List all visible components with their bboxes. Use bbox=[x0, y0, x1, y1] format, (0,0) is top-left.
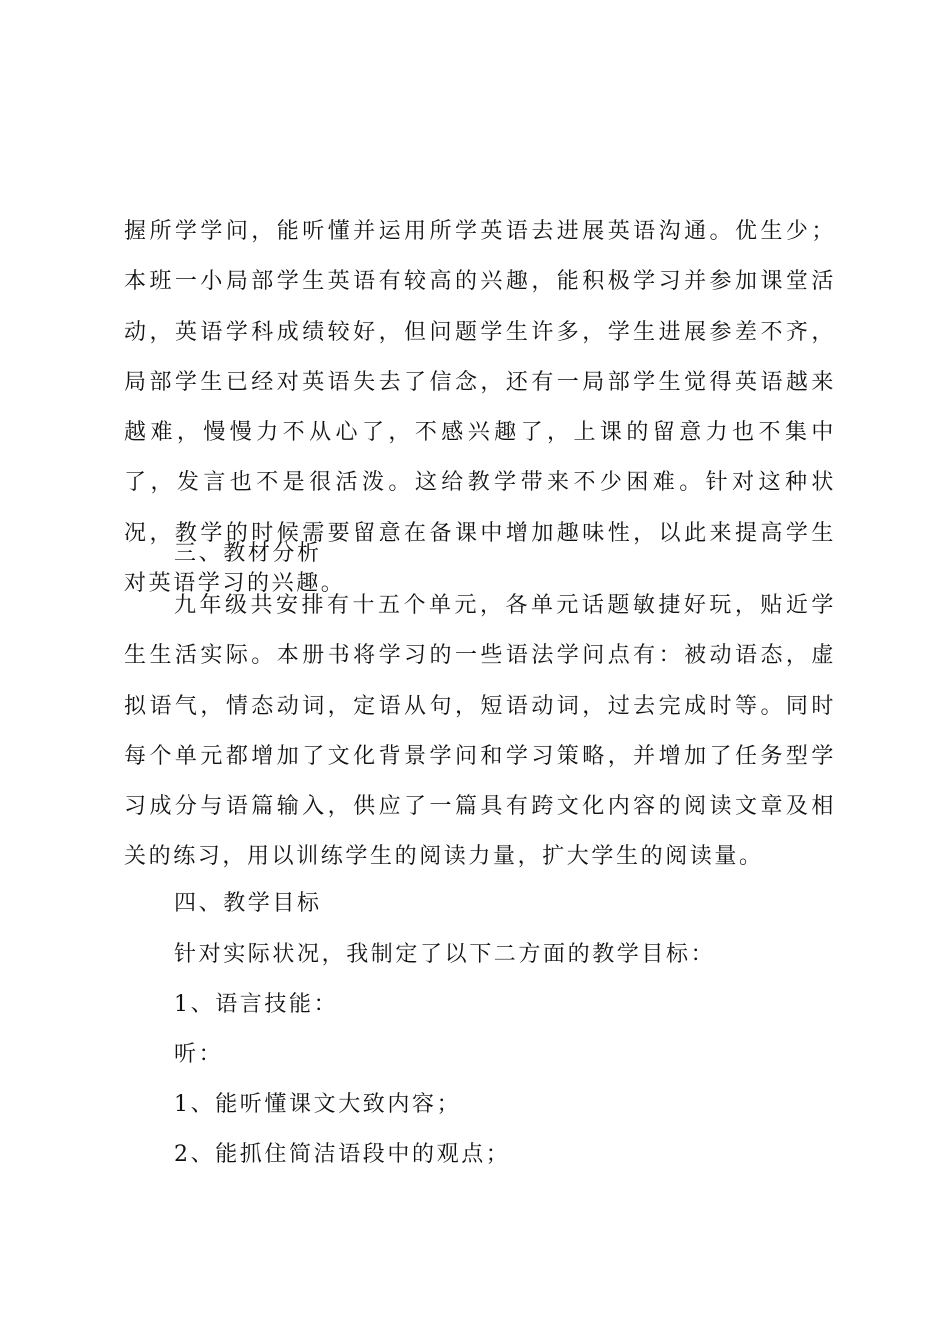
language-skills-heading: 1、语言技能： bbox=[174, 992, 339, 1017]
listening-item-2: 2、能抓住简洁语段中的观点； bbox=[174, 1142, 511, 1167]
listening-item-1: 1、能听懂课文大致内容； bbox=[174, 1092, 462, 1117]
paragraph-textbook-analysis: 九年级共安排有十五个单元，各单元话题敏捷好玩，贴近学生生活实际。本册书将学习的一些语法学问点有：被动语态，虚拟语气，情态动词，定语从句，短语动词，过去完成时等。同时每个单元都增加了文化背景学问和学习策略，并增加了任务型学习成分与语篇输入，供应了一篇具有跨文化内容的阅读文章及相关的练习，用以训练学生的阅读力量，扩大学生的阅读量。 bbox=[124, 593, 836, 870]
section-heading-teaching-goals: 四、教学目标 bbox=[174, 891, 322, 916]
paragraph-class-situation: 握所学学问，能听懂并运用所学英语去进展英语沟通。优生少；本班一小局部学生英语有较高的兴趣，能积极学习并参加课堂活动，英语学科成绩较好，但问题学生许多，学生进展参差不齐，局部学生已经对英语失去了信念，还有一局部学生觉得英语越来越难，慢慢力不从心了，不感兴趣了，上课的留意力也不集中了，发言也不是很活泼。这给教学带来不少困难。针对这种状况，教学的时候需要留意在备课中增加趣味性，以此来提高学生对英语学习的兴趣。 bbox=[124, 219, 836, 597]
goals-intro-line: 针对实际状况，我制定了以下二方面的教学目标： bbox=[174, 942, 716, 967]
section-heading-textbook-analysis: 三、教材分析 bbox=[174, 541, 322, 566]
listening-label: 听： bbox=[174, 1042, 224, 1067]
